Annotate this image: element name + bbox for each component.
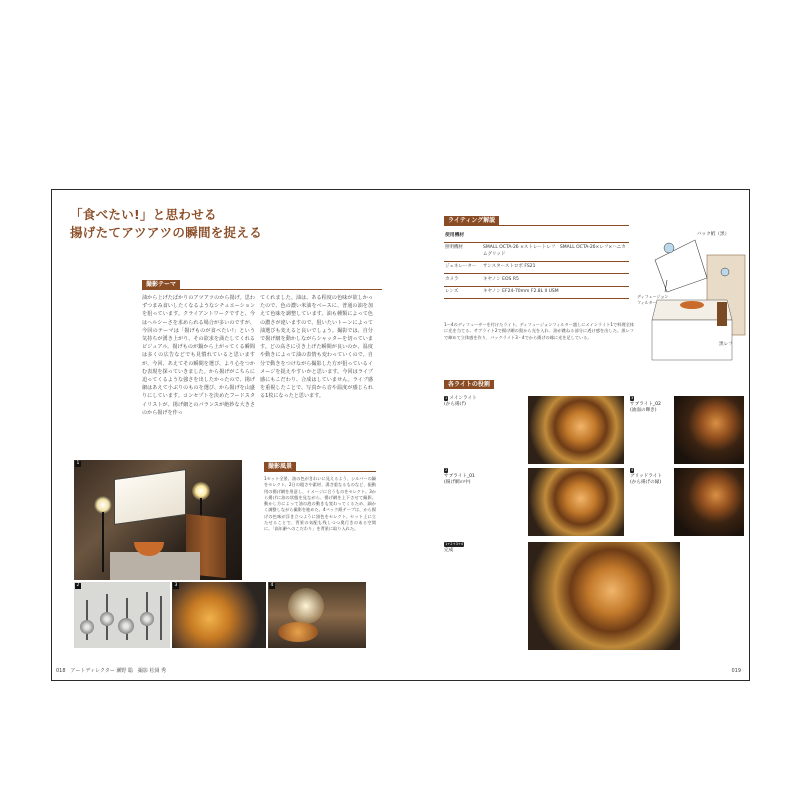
label-reflector: 黒レフ — [719, 342, 733, 347]
photo-oil-pot — [172, 582, 266, 648]
table-header: 使用機材 — [444, 230, 629, 242]
photo-number: 1 — [76, 461, 80, 466]
strainer — [100, 612, 114, 626]
photo-sub-light-02 — [674, 396, 744, 464]
title-line-1: 「食べたい!」と思わせる — [70, 207, 217, 222]
photo-final-result — [528, 542, 680, 650]
photo-main-light — [528, 396, 624, 464]
fried-chicken — [278, 622, 318, 642]
lighting-diagram — [637, 230, 747, 365]
light-label-4: 4 グリッドライト (から揚げの縁) — [630, 468, 662, 485]
label-diffusion: ディフュージョンフィルター — [637, 294, 669, 305]
photo-number: 3 — [174, 583, 178, 588]
light-stand — [102, 512, 104, 572]
left-page — [52, 190, 401, 680]
photo-frying-shot — [268, 582, 366, 648]
right-folio: 019 — [731, 668, 741, 674]
label-back-paper: バック紙（黒） — [697, 232, 730, 237]
strainer — [140, 612, 154, 626]
scene-tag: 撮影風景 — [264, 462, 296, 471]
light-glow — [288, 588, 324, 624]
right-page — [402, 190, 750, 680]
softbox — [114, 469, 186, 525]
photo-sub-light-01 — [528, 468, 624, 536]
light-head — [664, 243, 674, 253]
theme-text-col-2: てくれました。油は、ある程度の色味が欲しかったので、色の濃い米油をベースに、普通の油を加えて色味を調整しています。油も種類によって色の濃さが違いますので、狙いたいトーンによって油選びも変えると良いでしょう。撮影では、自分で揚げ網を動かしながらシャッターを切っています。どの高さに引き上げた瞬間が良いのか、温度や動きによって油の表情も変わっていくので、自分で動きをつけながら撮影した方が狙っているイメージを捉えやすいかと思います。今回はライブ感にもこだわり、合成はしていません。ライブ感を重視したことで、写真から音や温度が感じられる1枚になったと思います。 — [260, 295, 373, 400]
theme-rule — [142, 289, 382, 290]
photo-grid-light — [674, 468, 744, 536]
utensil — [160, 596, 162, 640]
article-title — [70, 206, 390, 242]
photo-number: 4 — [270, 583, 274, 588]
table-row: カメラ キヤノン EOS R5 — [444, 274, 629, 287]
strainer — [118, 618, 134, 634]
table-row: レンズ キヤノン EF24-70mm F2.8L II USM — [444, 286, 629, 299]
lighting-text: 1〜4のディフューザーを付けたライト。ディフュージョンフィルター越しにメインライト1で料理全体に光を当てる。サブライト2で揚げ網の奥から光を入れ、油が跳ねる部分に透け感を出した。黒レフで締めて立体感を作り、バックライト3・4でから揚げの縁に光を足している。 — [444, 322, 634, 340]
black-reflector — [717, 302, 727, 326]
light-label-1: 1 メインライト (から揚げ) — [444, 396, 477, 407]
lighting-rule — [444, 225, 629, 226]
table-row: ジェネレーター サンスターストロボ FS21 — [444, 261, 629, 274]
theme-text-col-1: 油から上げたばかりのアツアツのから揚げ。思わずつまみ食いしたくなるようなシチュエーションを狙っています。クライアントワークですと、今はヘルシーさを求められる場合が多いのですが、今回のテーマは「揚げものが食べたい!」という気持ちが湧き上がり、その欲求を満たしてくれるビジュアル。揚げものが鍋から上がってくる瞬間は多くの広告などでも見慣れていると思いますが、今回、あえてその瞬間を選び、より心をつかむ表現を探っていきました。から揚げがこちらに迫ってくるような強さを出したかったので、揚げ網はあえて小ぶりのものを選び、から揚げを山盛りにしています。コンセプトを決めたフードスタイリストが、揚げ網とのバランスが絶妙な大きさのから揚げを作っ — [142, 295, 255, 416]
photo-number: 2 — [76, 583, 80, 588]
title-line-2: 揚げたてアツアツの瞬間を捉える — [70, 225, 263, 240]
theme-tag: 撮影テーマ — [142, 280, 180, 289]
table-row: 照明機材 SMALL OCTA-26 ×ストレートレフ SMALL OCTA-26×レフ×ハニカムグリッド — [444, 242, 629, 261]
equipment-table — [444, 230, 629, 299]
light-head — [721, 268, 729, 276]
lighting-tag: ライティング解説 — [444, 216, 499, 225]
left-folio: 018 アートディレクター 瀬野 聡 撮影 松岡 秀 — [56, 668, 167, 674]
photo-utensils — [74, 582, 170, 648]
pot-diagram — [680, 301, 704, 309]
light-label-final: 1+2+3+4 完成 — [444, 542, 464, 553]
table — [110, 552, 200, 580]
scene-text: 1セット全景。油の色がきれいに見えるよう、シルバーの鍋をセレクト。2日の粗さや素材、湯ざ重なるものなど、振動用の揚げ網を用意し、イメージに合うものをセレクト。3から揚げに油の状態を見ながら、揚げ網を上下させて撮影。動かし方によって油の泡の動きも変わってくるため、細かく調整しながら撮影を進めた。4バック紙テープは、から揚げの色味が浮き立つように黒色をセレクト。セット上に立たせることで、背景の気配も残しつつ奥行きのある空間に。「高年齢へのこだわり」を背景に取り入れた。 — [264, 476, 376, 532]
strainer — [80, 620, 94, 634]
diffusion-filter — [655, 240, 707, 292]
lights-tag: 各ライトの役割 — [444, 380, 494, 389]
light-label-3: 3 サブライト_02 (油面の輝き) — [630, 396, 661, 413]
magazine-spread — [51, 189, 750, 681]
light-label-2: 2 サブライト_01 (揚げ網の中) — [444, 468, 475, 485]
scene-rule — [264, 471, 376, 472]
photo-studio-setup — [74, 460, 242, 580]
